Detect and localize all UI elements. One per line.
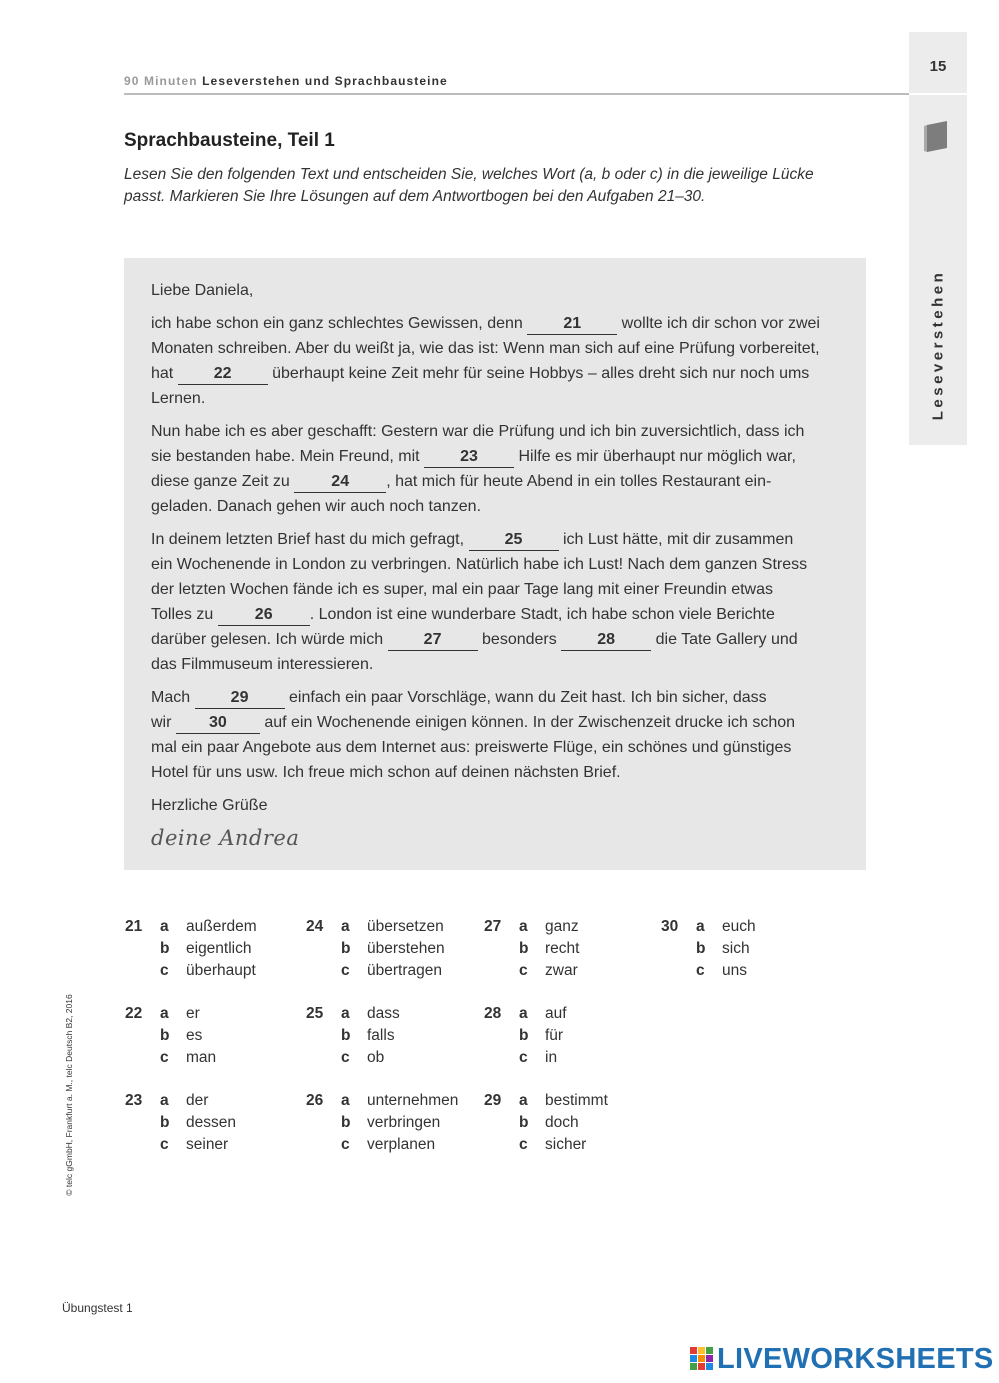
- letter-line: [151, 361, 851, 386]
- option-text: dessen: [186, 1114, 236, 1131]
- letter-line: Nun habe ich es aber geschafft: Gestern war die Prüfung und ich bin zuversichtlich, dass ich: [151, 423, 805, 440]
- book-icon: [923, 120, 949, 153]
- letter-line: [151, 685, 851, 710]
- option-letter: b: [519, 940, 529, 957]
- option-letter: b: [696, 940, 706, 957]
- letter-line: geladen. Danach gehen wir auch noch tanzen.: [151, 498, 482, 515]
- option-letter: c: [519, 1136, 528, 1153]
- letter-line: ein Wochenende in London zu verbringen. Natürlich habe ich Lust! Nach dem ganzen Stress: [151, 556, 808, 573]
- text-span: die Tate Gallery und: [651, 631, 798, 648]
- option-letter: c: [341, 962, 350, 979]
- letter-line: [151, 311, 851, 336]
- letter-paragraph-4: [151, 685, 851, 785]
- question-number: 24: [306, 918, 324, 935]
- option-text: für: [545, 1027, 564, 1044]
- gap-26[interactable]: 26: [218, 605, 310, 626]
- text-span: sie bestanden habe. Mein Freund, mit: [151, 448, 425, 465]
- option-text: seiner: [186, 1136, 229, 1153]
- question-number: 23: [125, 1092, 143, 1109]
- option-text: zwar: [545, 962, 578, 979]
- question-number: 21: [125, 918, 143, 935]
- text-span: Hilfe es mir überhaupt nur möglich war,: [514, 448, 796, 465]
- text-span: In deinem letzten Brief hast du mich gefragt,: [151, 531, 469, 548]
- option-text: in: [545, 1049, 558, 1066]
- option-letter: a: [160, 918, 169, 935]
- logo-blocks-icon: [690, 1347, 714, 1371]
- logo-text: LIVEWORKSHEETS: [717, 1342, 994, 1375]
- gap-23[interactable]: 23: [424, 447, 514, 468]
- option-text: außerdem: [186, 918, 257, 935]
- footer-label: Übungstest 1: [62, 1301, 133, 1315]
- option-letter: c: [696, 962, 705, 979]
- option-letter: a: [160, 1092, 169, 1109]
- letter-text: [151, 278, 851, 851]
- option-letter: a: [519, 918, 528, 935]
- letter-line: Hotel für uns usw. Ich freue mich schon auf deinen nächsten Brief.: [151, 764, 621, 781]
- question-number: 29: [484, 1092, 502, 1109]
- letter-line: [151, 602, 851, 627]
- option-text: falls: [367, 1027, 395, 1044]
- option-letter: b: [160, 940, 170, 957]
- section-title: Sprachbausteine, Teil 1: [124, 130, 335, 151]
- letter-greeting: Liebe Daniela,: [151, 282, 254, 299]
- text-span: wir: [151, 714, 176, 731]
- text-span: einfach ein paar Vorschläge, wann du Zeit hast. Ich bin sicher, dass: [284, 689, 767, 706]
- option-text: unternehmen: [367, 1092, 459, 1109]
- option-text: sicher: [545, 1136, 587, 1153]
- option-letter: c: [341, 1136, 350, 1153]
- option-text: man: [186, 1049, 217, 1066]
- letter-line: [151, 444, 851, 469]
- option-text: euch: [722, 918, 756, 935]
- option-text: sich: [722, 940, 750, 957]
- option-letter: b: [160, 1114, 170, 1131]
- text-span: Tolles zu: [151, 606, 218, 623]
- letter-line: Lernen.: [151, 390, 206, 407]
- text-span: Mach: [151, 689, 195, 706]
- text-span: wollte ich dir schon vor zwei: [617, 315, 820, 332]
- option-text: verbringen: [367, 1114, 441, 1131]
- option-letter: a: [341, 1092, 350, 1109]
- gap-29[interactable]: 29: [195, 688, 285, 709]
- option-letter: c: [341, 1049, 350, 1066]
- option-letter: a: [519, 1005, 528, 1022]
- letter-paragraph-3: [151, 527, 851, 677]
- instructions: [124, 164, 854, 208]
- gap-22[interactable]: 22: [178, 364, 268, 385]
- text-span: . London ist eine wunderbare Stadt, ich habe schon viele Berichte: [309, 606, 775, 623]
- gap-21[interactable]: 21: [527, 314, 617, 335]
- option-letter: a: [160, 1005, 169, 1022]
- question-number: 22: [125, 1005, 143, 1022]
- option-text: ob: [367, 1049, 385, 1066]
- letter-box: [124, 258, 866, 870]
- gap-25[interactable]: 25: [469, 530, 559, 551]
- option-letter: b: [341, 1027, 351, 1044]
- option-text: uns: [722, 962, 747, 979]
- question-number: 27: [484, 918, 502, 935]
- option-text: ganz: [545, 918, 579, 935]
- option-text: er: [186, 1005, 200, 1022]
- instructions-line: passt. Markieren Sie Ihre Lösungen auf dem Antwortbogen bei den Aufgaben 21–30.: [124, 188, 706, 205]
- option-text: bestimmt: [545, 1092, 608, 1109]
- text-span: hat: [151, 365, 178, 382]
- option-text: recht: [545, 940, 580, 957]
- gap-28[interactable]: 28: [561, 630, 651, 651]
- option-letter: a: [519, 1092, 528, 1109]
- copyright-notice: © telc gGmbH, Frankfurt a. M., telc Deutsch B2, 2016: [64, 994, 74, 1196]
- letter-line: der letzten Wochen fände ich es super, mal ein paar Tage lang mit einer Freundin etwas: [151, 581, 773, 598]
- option-letter: b: [519, 1114, 529, 1131]
- question-number: 30: [661, 918, 679, 935]
- option-letter: b: [160, 1027, 170, 1044]
- page-number: 15: [929, 58, 947, 75]
- option-text: überstehen: [367, 940, 445, 957]
- question-number: 25: [306, 1005, 324, 1022]
- option-text: dass: [367, 1005, 400, 1022]
- instructions-line: Lesen Sie den folgenden Text und entscheiden Sie, welches Wort (a, b oder c) in die jeweilige Lücke: [124, 166, 814, 183]
- signature: deine Andrea: [151, 826, 300, 850]
- option-letter: c: [160, 962, 169, 979]
- option-letter: c: [160, 1136, 169, 1153]
- letter-closing: Herzliche Grüße: [151, 797, 268, 814]
- option-letter: b: [519, 1027, 529, 1044]
- gap-30[interactable]: 30: [176, 713, 260, 734]
- option-text: verplanen: [367, 1136, 436, 1153]
- option-letter: b: [341, 1114, 351, 1131]
- text-span: darüber gelesen. Ich würde mich: [151, 631, 388, 648]
- liveworksheets-logo[interactable]: [690, 1343, 994, 1375]
- option-text: übertragen: [367, 962, 442, 979]
- option-letter: c: [519, 962, 528, 979]
- letter-line: [151, 627, 851, 652]
- option-letter: a: [341, 918, 350, 935]
- page-header: [124, 74, 448, 88]
- option-text: auf: [545, 1005, 567, 1022]
- option-text: überhaupt: [186, 962, 256, 979]
- text-span: ich Lust hätte, mit dir zusammen: [558, 531, 794, 548]
- header-rule: [124, 93, 910, 95]
- header-minutes: 90 Minuten: [124, 74, 198, 88]
- text-span: auf ein Wochenende einigen können. In der Zwischenzeit drucke ich schon: [259, 714, 796, 731]
- question-number: 28: [484, 1005, 502, 1022]
- side-tab-label: Leseverstehen: [929, 269, 947, 421]
- header-title: Leseverstehen und Sprachbausteine: [202, 74, 448, 88]
- letter-line: [151, 469, 851, 494]
- option-letter: b: [341, 940, 351, 957]
- letter-line: Monaten schreiben. Aber du weißt ja, wie das ist: Wenn man sich auf eine Prüfung vorbereitet,: [151, 340, 820, 357]
- side-tab-divider: [909, 93, 967, 95]
- option-letter: c: [160, 1049, 169, 1066]
- gap-24[interactable]: 24: [294, 472, 386, 493]
- option-text: es: [186, 1027, 203, 1044]
- option-letter: a: [696, 918, 705, 935]
- letter-line: [151, 710, 851, 735]
- letter-paragraph-1: [151, 311, 851, 411]
- letter-line: [151, 527, 851, 552]
- text-span: diese ganze Zeit zu: [151, 473, 295, 490]
- option-letter: c: [519, 1049, 528, 1066]
- option-text: doch: [545, 1114, 579, 1131]
- option-text: übersetzen: [367, 918, 444, 935]
- text-span: besonders: [477, 631, 562, 648]
- option-text: eigentlich: [186, 940, 252, 957]
- option-letter: a: [341, 1005, 350, 1022]
- question-number: 26: [306, 1092, 324, 1109]
- letter-line: das Filmmuseum interessieren.: [151, 656, 374, 673]
- text-span: ich habe schon ein ganz schlechtes Gewissen, denn: [151, 315, 528, 332]
- text-span: überhaupt keine Zeit mehr für seine Hobbys – alles dreht sich nur noch ums: [267, 365, 810, 382]
- letter-line: mal ein paar Angebote aus dem Internet aus: preiswerte Flüge, ein schönes und günstiges: [151, 739, 792, 756]
- text-span: , hat mich für heute Abend in ein tolles Restaurant ein-: [386, 473, 772, 490]
- letter-paragraph-2: [151, 419, 851, 519]
- option-text: der: [186, 1092, 209, 1109]
- gap-27[interactable]: 27: [388, 630, 478, 651]
